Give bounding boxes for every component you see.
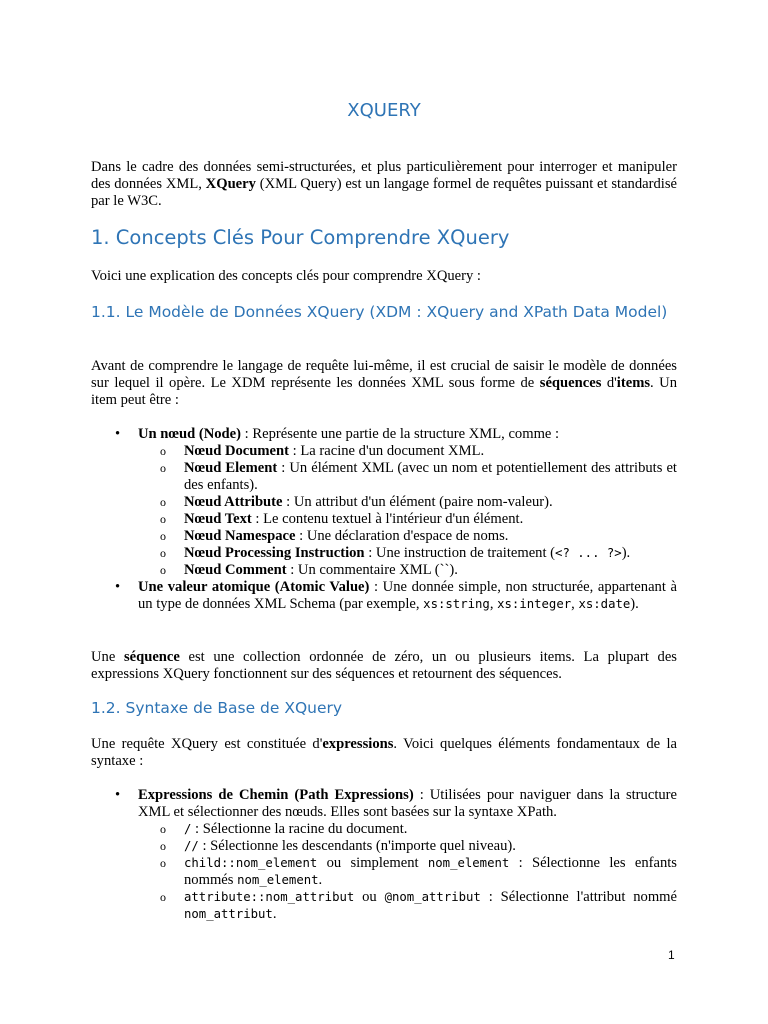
xdm-paragraph [91, 358, 677, 409]
node-comment-text: : Un commentaire XML (``). [286, 562, 458, 578]
list-item-path-root [91, 821, 677, 838]
list-item-path-descendants [91, 838, 677, 855]
path-child-code-1: child::nom_element [184, 856, 318, 870]
atomic-code-integer: xs:integer [497, 597, 572, 611]
list-item-node-namespace [91, 528, 677, 545]
list-item-path-child [91, 855, 677, 889]
atomic-label: Une valeur atomique (Atomic Value) [138, 579, 370, 595]
node-types-sublist [138, 443, 677, 579]
path-child-text-1: ou simplement [317, 855, 428, 871]
xdm-text-2: d' [601, 375, 617, 391]
node-attribute-text: : Un attribut d'un élément (paire nom-valeur). [282, 494, 553, 510]
list-item-node-attribute [91, 494, 677, 511]
sequence-text-1: Une [91, 649, 124, 665]
atomic-code-string: xs:string [423, 597, 490, 611]
path-attr-text-3: . [272, 906, 277, 922]
path-text: : Utilisées pour naviguer dans la structure XML et sélectionner des nœuds. Elles sont basées sur la syntaxe XPath. [138, 787, 678, 820]
node-pi-label: Nœud Processing Instruction [184, 545, 365, 561]
path-child-code-2: nom_element [427, 856, 510, 870]
path-attr-text-2: : Sélectionne l'attribut nommé [480, 889, 678, 905]
intro-text-1: Dans le cadre des données semi-structurées, et plus particulièrement pour interroger et manipuler des données XML, [91, 159, 677, 192]
syntax-list [91, 787, 677, 923]
path-attr-code-2: @nom_attribut [384, 890, 481, 904]
path-root-code: / [184, 822, 192, 836]
path-attr-code-3: nom_attribut [184, 907, 273, 921]
node-document-text: : La racine d'un document XML. [289, 443, 485, 459]
syntax-text-1: Une requête XQuery est constituée d' [91, 736, 323, 752]
section-1-2-heading: 1.2. Syntaxe de Base de XQuery [91, 699, 343, 717]
page-number: 1 [668, 948, 675, 962]
node-attribute-label: Nœud Attribute [184, 494, 283, 510]
syntax-paragraph [91, 736, 677, 770]
node-element-text: : Un élément XML (avec un nom et potentiellement des attributs et des enfants). [184, 460, 677, 493]
node-namespace-label: Nœud Namespace [184, 528, 296, 544]
node-comment-label: Nœud Comment [184, 562, 287, 578]
list-item-path-expressions [91, 787, 677, 923]
path-desc-code: // [184, 839, 199, 853]
path-desc-text: : Sélectionne les descendants (n'importe quel niveau). [198, 838, 516, 854]
xdm-text-1: Avant de comprendre le langage de requête lui-même, il est crucial de saisir le modèle de données sur lequel il opère. Le XDM représente les données XML sous forme de [91, 358, 677, 391]
path-child-text-2: : Sélectionne les enfants nommés [184, 855, 677, 888]
path-attr-text-1: ou [354, 889, 385, 905]
path-root-text: : Sélectionne la racine du document. [191, 821, 408, 837]
section-1-lead: Voici une explication des concepts clés pour comprendre XQuery : [91, 268, 481, 284]
list-item-node-element [91, 460, 677, 494]
atomic-code-date: xs:date [578, 597, 631, 611]
list-item-atomic-value [91, 579, 677, 613]
section-1-1-heading: 1.1. Le Modèle de Données XQuery (XDM : XQuery and XPath Data Model) [91, 303, 668, 321]
syntax-text-2: . Voici quelques éléments fondamentaux de la syntaxe : [91, 736, 677, 769]
list-item-node-document [91, 443, 677, 460]
intro-text-2: (XML Query) est un langage formel de requêtes puissant et standardisé par le W3C. [91, 176, 677, 209]
node-pi-tail: ). [621, 545, 631, 561]
section-1-heading: 1. Concepts Clés Pour Comprendre XQuery [91, 226, 510, 249]
document-title: XQUERY [347, 100, 421, 121]
path-sublist [138, 821, 677, 923]
intro-paragraph [91, 159, 677, 210]
path-attr-code-1: attribute::nom_attribut [184, 890, 355, 904]
atomic-text: : Une donnée simple, non structurée, appartenant à un type de données XML Schema (par exemple, [138, 579, 677, 612]
syntax-bold-expressions: expressions [322, 736, 394, 752]
path-label: Expressions de Chemin (Path Expressions) [138, 787, 414, 803]
atomic-sep-1: , [489, 596, 498, 612]
atomic-tail: ). [630, 596, 639, 612]
list-item-node-text [91, 511, 677, 528]
sequence-bold: séquence [123, 649, 180, 665]
path-child-code-3: nom_element [237, 873, 319, 887]
list-item-path-attribute [91, 889, 677, 923]
node-pi-code: <? ... ?> [555, 546, 622, 560]
node-element-label: Nœud Element [184, 460, 278, 476]
list-item-node [91, 426, 677, 579]
intro-bold-xquery: XQuery [205, 176, 256, 192]
node-pi-text: : Une instruction de traitement ( [364, 545, 556, 561]
node-text-text: : Le contenu textuel à l'intérieur d'un élément. [251, 511, 524, 527]
xdm-text-3: . Un item peut être : [91, 375, 677, 408]
list-item-node-processing-instruction [91, 545, 677, 562]
item-types-list [91, 426, 677, 613]
list-item-node-comment [91, 562, 677, 579]
xdm-bold-items: items [616, 375, 651, 391]
xdm-bold-sequences: séquences [539, 375, 602, 391]
sequence-paragraph [91, 649, 677, 683]
atomic-sep-2: , [571, 596, 579, 612]
node-text: : Représente une partie de la structure XML, comme : [241, 426, 560, 442]
path-child-text-3: . [318, 872, 323, 888]
node-namespace-text: : Une déclaration d'espace de noms. [295, 528, 509, 544]
sequence-text-2: est une collection ordonnée de zéro, un ou plusieurs items. La plupart des expressions XQuery fonctionnent sur des séquences et retournent des séquences. [91, 649, 677, 682]
node-text-label: Nœud Text [184, 511, 252, 527]
node-document-label: Nœud Document [184, 443, 289, 459]
node-label: Un nœud (Node) [138, 426, 241, 442]
